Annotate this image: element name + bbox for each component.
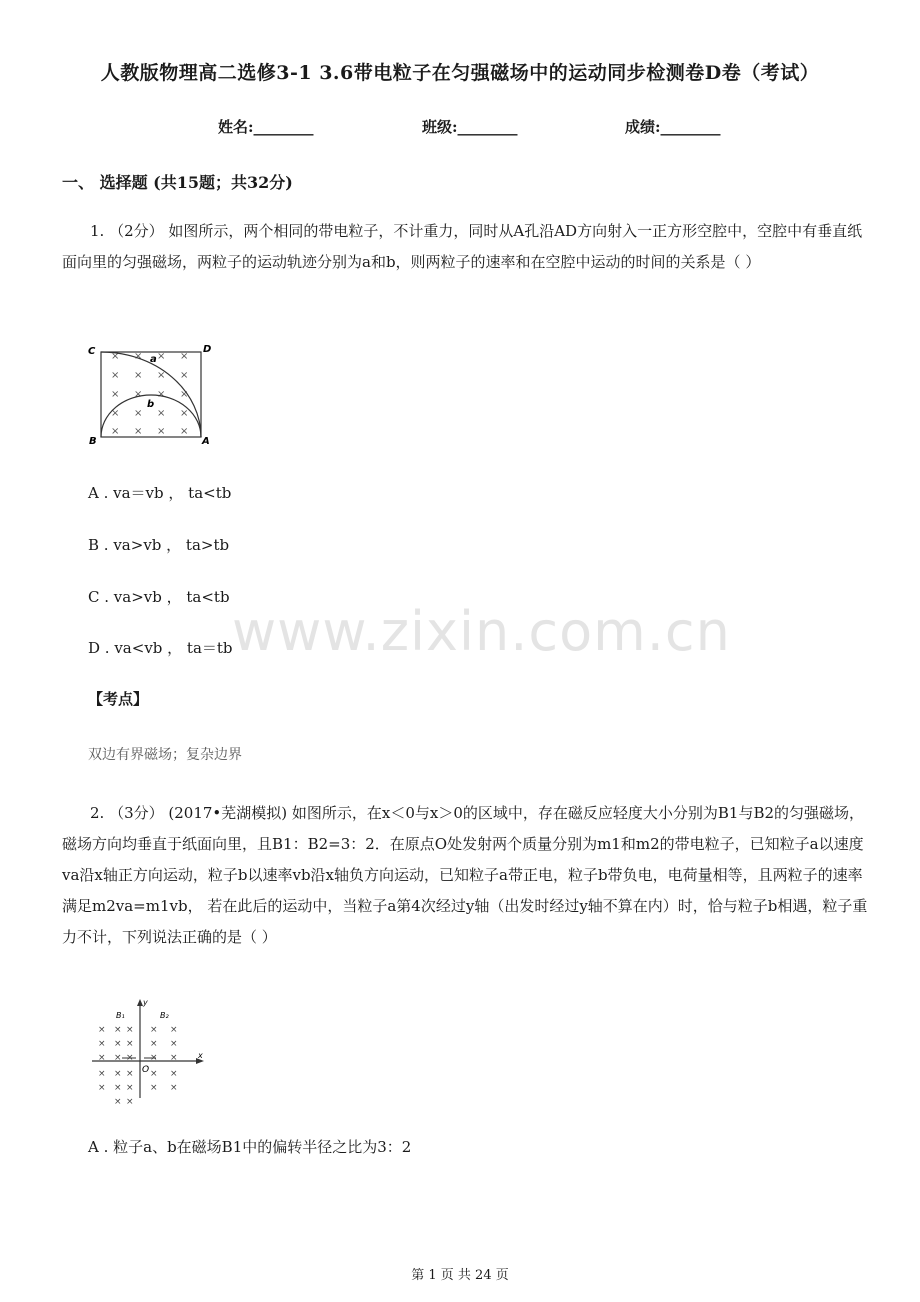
label-A: A (202, 436, 210, 447)
svg-text:×: × (111, 370, 120, 381)
option-d: D . va<vb ， ta＝tb (88, 639, 233, 657)
name-field-label: 姓名:________ (218, 118, 314, 136)
svg-text:×: × (170, 1083, 178, 1093)
svg-text:×: × (114, 1069, 122, 1079)
option-a: A . va＝vb ， ta<tb (88, 484, 232, 502)
svg-text:×: × (98, 1053, 106, 1063)
svg-text:×: × (111, 351, 120, 362)
field-b2-crosses (150, 1025, 178, 1093)
svg-text:×: × (114, 1097, 122, 1107)
label-B: B (89, 436, 97, 447)
svg-text:×: × (134, 408, 143, 419)
label-y: y (143, 998, 148, 1007)
svg-text:×: × (150, 1039, 158, 1049)
svg-text:×: × (157, 351, 166, 362)
svg-text:×: × (157, 370, 166, 381)
question-1-text: 1. （2分） 如图所示，两个相同的带电粒子，不计重力，同时从A孔沿AD方向射入一正方形空腔中，空腔中有垂直纸面向里的匀强磁场，两粒子的运动轨迹分别为a和b，则两粒子的速率和在空腔中运动的时间的关系是（ ） (62, 222, 863, 271)
svg-text:×: × (114, 1025, 122, 1035)
svg-text:×: × (134, 389, 143, 400)
svg-text:×: × (134, 351, 143, 362)
svg-text:×: × (98, 1083, 106, 1093)
svg-text:×: × (111, 389, 120, 400)
svg-text:×: × (150, 1069, 158, 1079)
label-O: O (142, 1065, 150, 1075)
watermark: www.zixin.com.cn (232, 600, 731, 663)
question-2-figure (92, 996, 212, 1107)
field-b1-crosses (98, 1025, 134, 1107)
label-B1: B₁ (116, 1011, 125, 1020)
label-C: C (88, 346, 96, 357)
label-D: D (203, 344, 212, 355)
svg-text:×: × (98, 1069, 106, 1079)
question-2-text: 2. （3分） (2017•芜湖模拟) 如图所示，在x＜0与x＞0的区域中，存在磁反应轻度大小分别为B1与B2的匀强磁场，磁场方向均垂直于纸面向里，且B1：B2=3：2．在原点O处发射两个质量分别为m1和m2的带电粒子，已知粒子a以速度va沿x轴正方向运动，粒子b以速率vb沿x轴负方向运动，已知粒子a带正电，粒子b带负电，电荷量相等，且两粒子的速率满足m2va=m1vb， 若在此后的运动中，当粒子a第4次经过y轴（出发时经过y轴不算在内）时，恰与粒子b相遇，粒子重力不计，下列说法正确的是（ ） (62, 804, 868, 946)
svg-text:×: × (180, 408, 189, 419)
svg-text:×: × (111, 426, 120, 437)
svg-text:×: × (98, 1039, 106, 1049)
score-field-label: 成绩:________ (625, 118, 721, 136)
svg-text:×: × (126, 1069, 134, 1079)
kaodian-label: 【考点】 (88, 690, 149, 708)
svg-text:×: × (157, 408, 166, 419)
svg-text:×: × (170, 1025, 178, 1035)
svg-text:×: × (150, 1025, 158, 1035)
q2-option-a: A . 粒子a、b在磁场B1中的偏转半径之比为3：2 (88, 1138, 412, 1156)
svg-text:×: × (114, 1039, 122, 1049)
svg-text:×: × (170, 1069, 178, 1079)
svg-text:×: × (157, 426, 166, 437)
kaodian-text: 双边有界磁场；复杂边界 (88, 747, 242, 763)
svg-text:×: × (180, 370, 189, 381)
label-B2: B₂ (160, 1011, 169, 1020)
svg-text:×: × (98, 1025, 106, 1035)
question-1-figure (86, 340, 226, 450)
svg-text:×: × (170, 1039, 178, 1049)
option-b: B . va>vb ， ta>tb (88, 536, 230, 554)
svg-text:×: × (126, 1097, 134, 1107)
svg-text:×: × (170, 1053, 178, 1063)
svg-text:×: × (150, 1053, 158, 1063)
svg-text:×: × (114, 1083, 122, 1093)
section-heading: 一、 选择题 (共15题；共32分) (62, 173, 293, 192)
svg-text:×: × (180, 426, 189, 437)
svg-text:×: × (111, 408, 120, 419)
page-title: 人教版物理高二选修3-1 3.6带电粒子在匀强磁场中的运动同步检测卷D卷（考试） (100, 62, 820, 84)
option-c: C . va>vb ， ta<tb (88, 588, 230, 606)
svg-text:×: × (114, 1053, 122, 1063)
svg-text:×: × (150, 1083, 158, 1093)
svg-text:×: × (126, 1053, 134, 1063)
label-a: a (150, 354, 157, 365)
svg-text:×: × (126, 1083, 134, 1093)
svg-text:×: × (180, 389, 189, 400)
svg-text:×: × (134, 370, 143, 381)
page-footer: 第 1 页 共 24 页 (411, 1268, 509, 1283)
svg-text:×: × (180, 351, 189, 362)
label-x: x (198, 1051, 203, 1060)
svg-text:×: × (157, 389, 166, 400)
svg-text:×: × (126, 1025, 134, 1035)
svg-text:×: × (134, 426, 143, 437)
label-b: b (147, 399, 155, 410)
class-field-label: 班级:________ (422, 118, 518, 136)
svg-text:×: × (126, 1039, 134, 1049)
